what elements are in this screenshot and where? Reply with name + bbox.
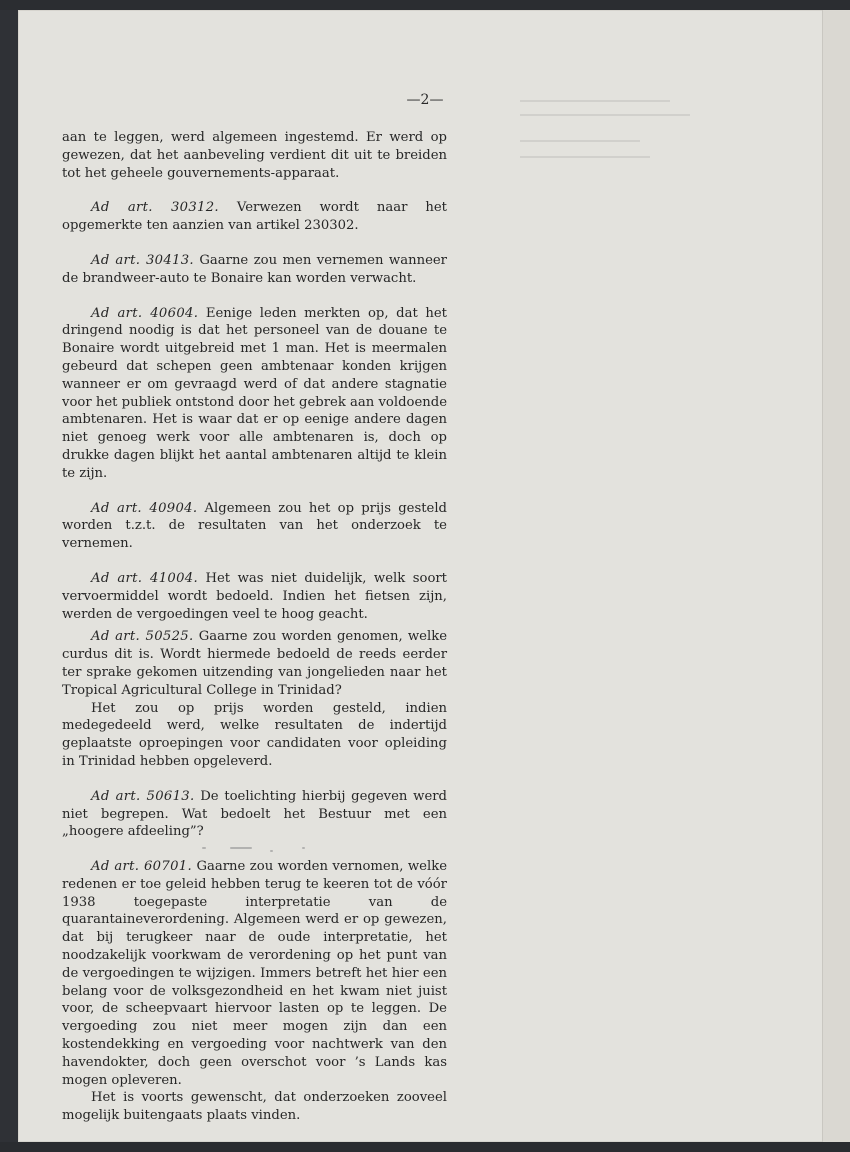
- article-reference: Ad art. 50613.: [91, 788, 195, 804]
- paragraph-closing: [62, 1089, 447, 1125]
- paragraph-text: Gaarne zou men vernemen wanneer de brandweer-auto te Bonaire kan worden verwacht.: [62, 252, 447, 286]
- paragraph-text: Gaarne zou worden genomen, welke curdus dit is. Wordt hiermede bedoeld de reeds eerder ter sprake gekomen uitzending van jongelieden naar het Tropical Agricultural College in Trinidad?: [62, 629, 447, 698]
- document-body: [62, 129, 447, 1125]
- paragraph-text: Algemeen zou het op prijs gesteld worden t.z.t. de resultaten van het onderzoek te vernemen.: [62, 500, 447, 552]
- paragraph-art-41004: [62, 570, 447, 623]
- article-reference: Ad art. 40604.: [91, 305, 199, 321]
- paragraph-art-50525-continued: [62, 700, 447, 771]
- paragraph-text: Het was niet duidelijk, welk soort vervoermiddel wordt bedoeld. Indien het fietsen zijn, werden de vergoedingen veel te hoog geacht.: [62, 570, 447, 622]
- scanner-background-top: [0, 0, 850, 10]
- paragraph-art-60701: [62, 858, 447, 1089]
- paragraph-art-40604: [62, 305, 447, 483]
- paragraph-text: Eenige leden merkten op, dat het dringend noodig is dat het personeel van de douane te Bonaire wordt uitgebreid met 1 man. Het is meermalen gebeurd dat schepen geen ambtenaar konden krijgen wanneer er om gevraagd werd of dat andere stagnatie voor het publiek ontstond door het gebrek aan voldoende ambtenaren. Het is waar dat er op eenige andere dagen niet genoeg werk voor alle ambtenaren is, doch op drukke dagen blijkt het aantal ambtenaren altijd te klein te zijn.: [62, 305, 447, 481]
- ink-smudge: [62, 841, 447, 858]
- scanner-background-bottom: [0, 1142, 850, 1152]
- page-number: —2—: [406, 92, 444, 108]
- paragraph-text: Verwezen wordt naar het opgemerkte ten aanzien van artikel 230302.: [62, 200, 447, 234]
- paragraph-text: De toelichting hierbij gegeven werd niet begrepen. Wat bedoelt het Bestuur met een „hoogere afdeeling”?: [62, 788, 447, 840]
- article-reference: Ad art. 41004.: [91, 570, 198, 586]
- paragraph-text: aan te leggen, werd algemeen ingestemd. Er werd op gewezen, dat het aanbeveling verdient dit uit te breiden tot het geheele gouvernements-apparaat.: [62, 130, 447, 181]
- article-reference: Ad art. 40904.: [91, 500, 198, 516]
- article-reference: Ad art. 30413.: [91, 252, 194, 268]
- article-reference: Ad art. 60701.: [91, 859, 192, 875]
- paragraph-art-30312: [62, 199, 447, 235]
- paragraph-art-40904: [62, 500, 447, 553]
- paragraph-art-30413: [62, 252, 447, 288]
- paragraph-continuation: [62, 129, 447, 182]
- paragraph-art-50613: [62, 788, 447, 841]
- article-reference: Ad art. 50525.: [91, 629, 194, 645]
- paragraph-text: Het zou op prijs worden gesteld, indien medegedeeld werd, welke resultaten de indertijd geplaatste oproepingen voor candidaten voor opleiding in Trinidad hebben opgeleverd.: [62, 700, 447, 769]
- article-reference: Ad art. 30312.: [91, 200, 219, 216]
- paragraph-text: Het is voorts gewenscht, dat onderzoeken zooveel mogelijk buitengaats plaats vinden.: [62, 1090, 447, 1124]
- paragraph-art-50525: [62, 628, 447, 699]
- paragraph-text: Gaarne zou worden vernomen, welke redenen er toe geleid hebben terug te keeren tot de vóór 1938 toegepaste interpretatie van de quarantaineverordening. Algemeen werd er op gewezen, dat bij terugkeer naar de oude interpretatie, het noodzakelijk voorkwam de verordening op het punt van de vergoedingen te wijzigen. Immers betreft het hier een belang voor de volksgezondheid en het kwam niet juist voor, de scheepvaart hiervoor lasten op te leggen. De vergoeding zou niet meer mogen zijn dan een kostendekking en vergoeding voor nachtwerk van den havendokter, doch geen overschot voor ’s Lands kas mogen opleveren.: [62, 859, 448, 1088]
- next-page-edge: [822, 10, 850, 1142]
